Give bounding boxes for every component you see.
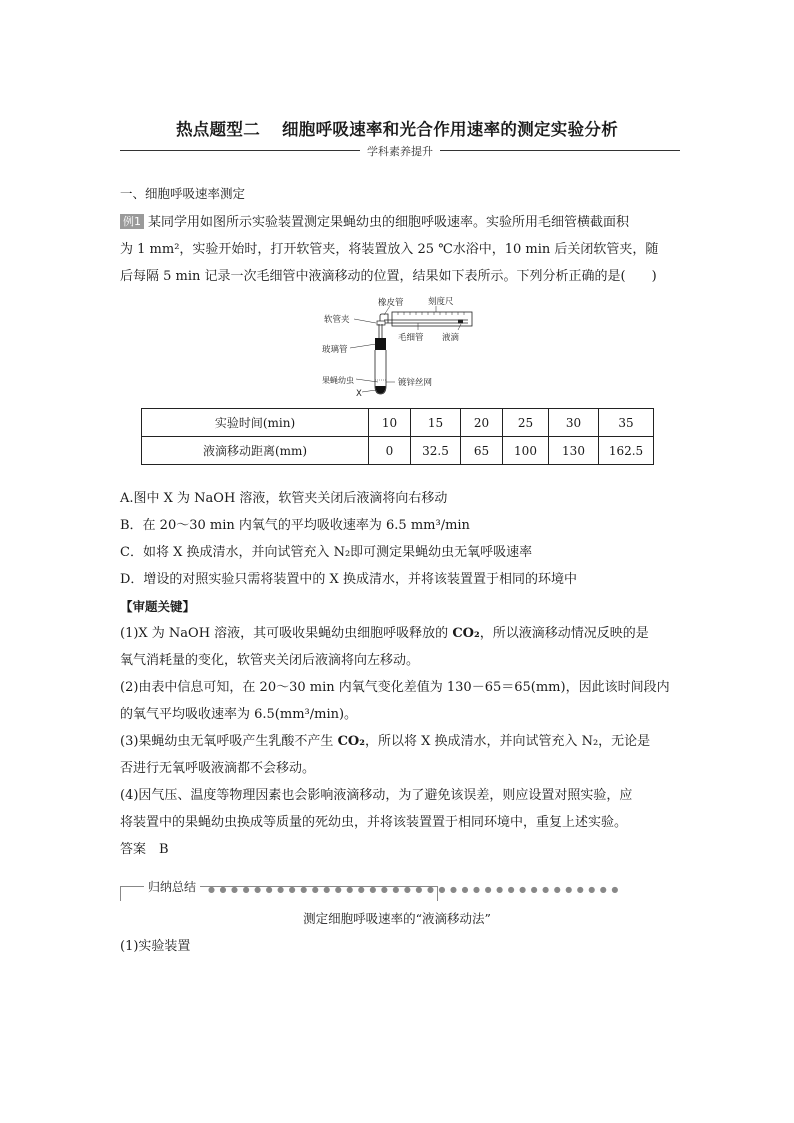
label-rubber-tube: 橡皮管	[378, 298, 404, 308]
example-line-1: 某同学用如图所示实验装置测定果蝇幼虫的细胞呼吸速率。实验所用毛细管横截面积	[148, 215, 630, 230]
analysis-text: ，所以液滴移动情况反映的是	[479, 626, 649, 641]
analysis-3b: 否进行无氧呼吸液滴都不会移动。	[120, 761, 316, 776]
key-heading: 【审题关键】	[120, 599, 196, 614]
droplet-mark	[458, 320, 463, 324]
analysis-1a	[120, 620, 676, 647]
table-cell: 65	[461, 437, 503, 465]
table-row	[142, 437, 654, 465]
analysis-text: (1)X 为 NaOH 溶液，其可吸收果蝇幼虫细胞呼吸释放的	[120, 626, 453, 641]
analysis-bold: CO₂	[337, 734, 365, 749]
analysis-bold: CO₂	[452, 626, 480, 641]
subsection-heading: (1)实验装置	[120, 939, 191, 954]
title-part1: 热点题型二	[176, 120, 260, 139]
table-row-header: 液滴移动距离(mm)	[142, 437, 369, 465]
table-cell: 25	[503, 409, 549, 437]
option-b: B．在 20～30 min 内氧气的平均吸收速率为 6.5 mm³/min	[120, 518, 470, 533]
table-cell: 30	[549, 409, 599, 437]
label-capillary: 毛细管	[398, 333, 424, 343]
example-question	[120, 209, 676, 290]
table-cell: 15	[411, 409, 461, 437]
analysis-2a: (2)由表中信息可知，在 20～30 min 内氧气变化差值为 130－65＝65(mm)，因此该时间段内	[120, 680, 670, 695]
table-cell: 32.5	[411, 437, 461, 465]
title-part2: 细胞呼吸速率和光合作用速率的测定实验分析	[282, 120, 618, 139]
analysis-text: ，所以将 X 换成清水，并向试管充入 N₂，无论是	[364, 734, 651, 749]
example-line-2: 为 1 mm²，实验开始时，打开软管夹，将装置放入 25 ℃水浴中，10 min 后关闭软管夹，随	[120, 242, 659, 257]
option-d: D．增设的对照实验只需将装置中的 X 换成清水，并将该装置置于相同的环境中	[120, 572, 577, 587]
section-heading: 一、细胞呼吸速率测定	[120, 186, 246, 201]
answer: 答案 B	[120, 842, 169, 857]
table-cell: 35	[599, 409, 654, 437]
table-cell: 130	[549, 437, 599, 465]
summary-title: 测定细胞呼吸速率的“液滴移动法”	[303, 911, 491, 926]
analysis-text: (3)果蝇幼虫无氧呼吸产生乳酸不产生	[120, 734, 338, 749]
subtitle: 学科素养提升	[360, 143, 440, 159]
table-row	[142, 409, 654, 437]
page-title	[0, 116, 794, 140]
analysis-2b: 的氧气平均吸收速率为 6.5(mm³/min)。	[120, 707, 358, 722]
analysis-1b: 氧气消耗量的变化，软管夹关闭后液滴将向左移动。	[120, 653, 420, 668]
option-a: A.图中 X 为 NaOH 溶液，软管夹关闭后液滴将向右移动	[120, 491, 448, 506]
analysis-4a: (4)因气压、温度等物理因素也会影响液滴移动，为了避免该误差，则应设置对照实验，应	[120, 788, 633, 803]
table-cell: 100	[503, 437, 549, 465]
results-table	[141, 408, 654, 465]
summary-label: 归纳总结	[144, 878, 200, 895]
label-x: X	[356, 389, 362, 399]
label-droplet: 液滴	[442, 333, 460, 343]
analysis-4b: 将装置中的果蝇幼虫换成等质量的死幼虫，并将该装置置于相同环境中，重复上述实验。	[120, 815, 628, 830]
table-cell: 162.5	[599, 437, 654, 465]
label-ruler: 刻度尺	[428, 297, 454, 307]
analysis-3a	[120, 728, 676, 755]
label-larvae: 果蝇幼虫	[322, 376, 354, 385]
example-line-3: 后每隔 5 min 记录一次毛细管中液滴移动的位置，结果如下表所示。下列分析正确的是( )	[120, 269, 657, 284]
example-tag: 例1	[120, 214, 144, 229]
summary-dots: ● ● ● ● ● ● ● ● ● ● ● ● ● ● ● ● ● ● ● ● ● ● ● ● ● ● ● ● ● ● ● ● ● ● ● ●	[208, 885, 620, 894]
option-c: C．如将 X 换成清水，并向试管充入 N₂即可测定果蝇幼虫无氧呼吸速率	[120, 545, 533, 560]
apparatus-diagram	[318, 294, 488, 404]
options-list	[120, 485, 676, 863]
table-cell: 10	[369, 409, 411, 437]
table-row-header: 实验时间(min)	[142, 409, 369, 437]
table-cell: 20	[461, 409, 503, 437]
label-clamp: 软管夹	[324, 315, 350, 325]
table-cell: 0	[369, 437, 411, 465]
label-glass-tube: 玻璃管	[322, 345, 348, 355]
label-mesh: 镀锌丝网	[398, 378, 433, 388]
